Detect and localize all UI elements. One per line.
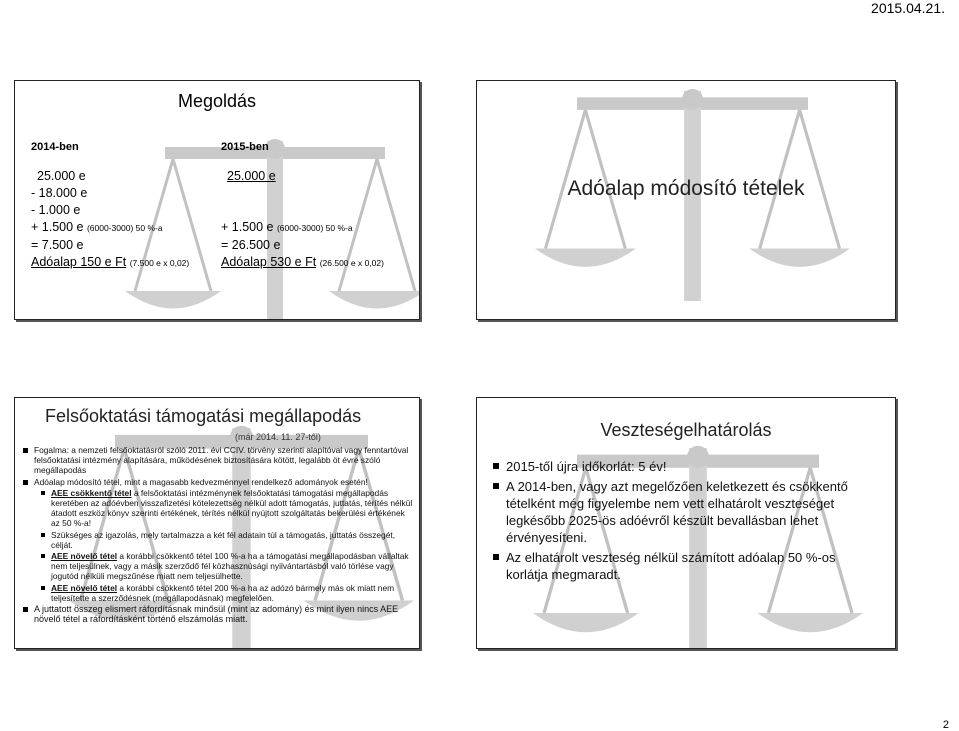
slide-title: Adóalap módosító tételek	[567, 177, 805, 200]
calc-line: Adóalap 530 e Ft (26.500 e x 0,02)	[221, 255, 384, 269]
calc-line: = 26.500 e	[221, 238, 281, 252]
calc-line: Adóalap 150 e Ft (7.500 e x 0,02)	[31, 255, 190, 269]
slide-subtitle: (már 2014. 11. 27-től)	[235, 432, 321, 442]
bullet: A 2014-ben, vagy azt megelőzően keletkezett és csökkentő tételként még figyelembe nem vett elhatárolt veszteséget legkésőbb 2025-ös adóévről készült bevallásban lehet érvényesíteni.	[491, 478, 871, 546]
bullet: A juttatott összeg elismert ráfordításnak minősül (mint az adomány) és mint ilyen nincs AEE növelő tétel a ráfordításként történő elszámolás miatt.	[21, 604, 413, 624]
calc-line: 25.000 e	[37, 169, 86, 183]
slide-adoalap	[476, 80, 896, 320]
sub-bullet: AEE csökkentő tétel a felsőoktatási intézménynek felsőoktatási támogatási megállapodás keretében az adóévben visszafizetési kötelezettség nélkül adott támogatás, juttatás, térítés nélkül átadott eszköz könyv szerinti értékének, térítés nélkül nyújtott szolgáltatás bekerülési értékének az 50 %-a!	[21, 488, 413, 529]
slide-title: Veszteségelhatárolás	[600, 420, 772, 440]
bullet: Az elhatárolt veszteség nélkül számított adóalap 50 %-os korlátja megmaradt.	[491, 549, 871, 583]
calc-line: + 1.500 e (6000-3000) 50 %-a	[221, 220, 353, 234]
calc-line: - 18.000 e	[31, 186, 88, 200]
slide-body	[491, 458, 871, 586]
calc-line: + 1.500 e (6000-3000) 50 %-a	[31, 220, 163, 234]
calc-line: 25.000 e	[227, 169, 276, 183]
column-heading: 2015-ben	[221, 141, 269, 153]
slide-veszteseg	[476, 397, 896, 649]
slide-body	[21, 445, 413, 625]
sub-bullet: AEE növelő tétel a korábbi csökkentő tétel 200 %-a ha az adózó bármely más ok miatt nem teljesítette a szerződésnek (megállapodásnak) megfelelően.	[21, 583, 413, 603]
slide-title: Felsőoktatási támogatási megállapodás	[45, 406, 362, 426]
column-heading: 2014-ben	[31, 141, 79, 153]
bullet: 2015-től újra időkorlát: 5 év!	[491, 458, 871, 475]
bullet: Fogalma: a nemzeti felsőoktatásról szóló 2011. évi CCIV. törvény szerinti alapítóval vagy fenntartóval felsőoktatási intézmény alapítására, működésének biztosítására kötött, legalább öt évre szóló megállapodás	[21, 445, 413, 476]
bullet: Adóalap módosító tétel, mint a magasabb kedvezménnyel rendelkező adományok esetén!	[21, 477, 413, 487]
column-2015	[221, 139, 384, 272]
calc-line: = 7.500 e	[31, 238, 84, 252]
slide-felsooktatasi	[14, 397, 420, 649]
slide-megoldas	[14, 80, 420, 320]
sub-bullet: Szükséges az igazolás, mely tartalmazza a két fél adatain túl a támogatás, juttatás összegét, célját.	[21, 530, 413, 550]
column-2014	[31, 139, 189, 272]
page-number: 2	[942, 719, 949, 731]
slide-title: Megoldás	[177, 91, 257, 111]
header-date: 2015.04.21.	[871, 0, 945, 16]
sub-bullet: AEE növelő tétel a korábbi csökkentő tétel 100 %-a ha a támogatási megállapodásban vállaltak nem teljesülnek, vagy a másik szerződő fél közhasznúsági nyilvántartásból való törlése vagy jogutód nélküli megszűnése miatt nem teljesülhette.	[21, 551, 413, 582]
calc-line: - 1.000 e	[31, 203, 81, 217]
